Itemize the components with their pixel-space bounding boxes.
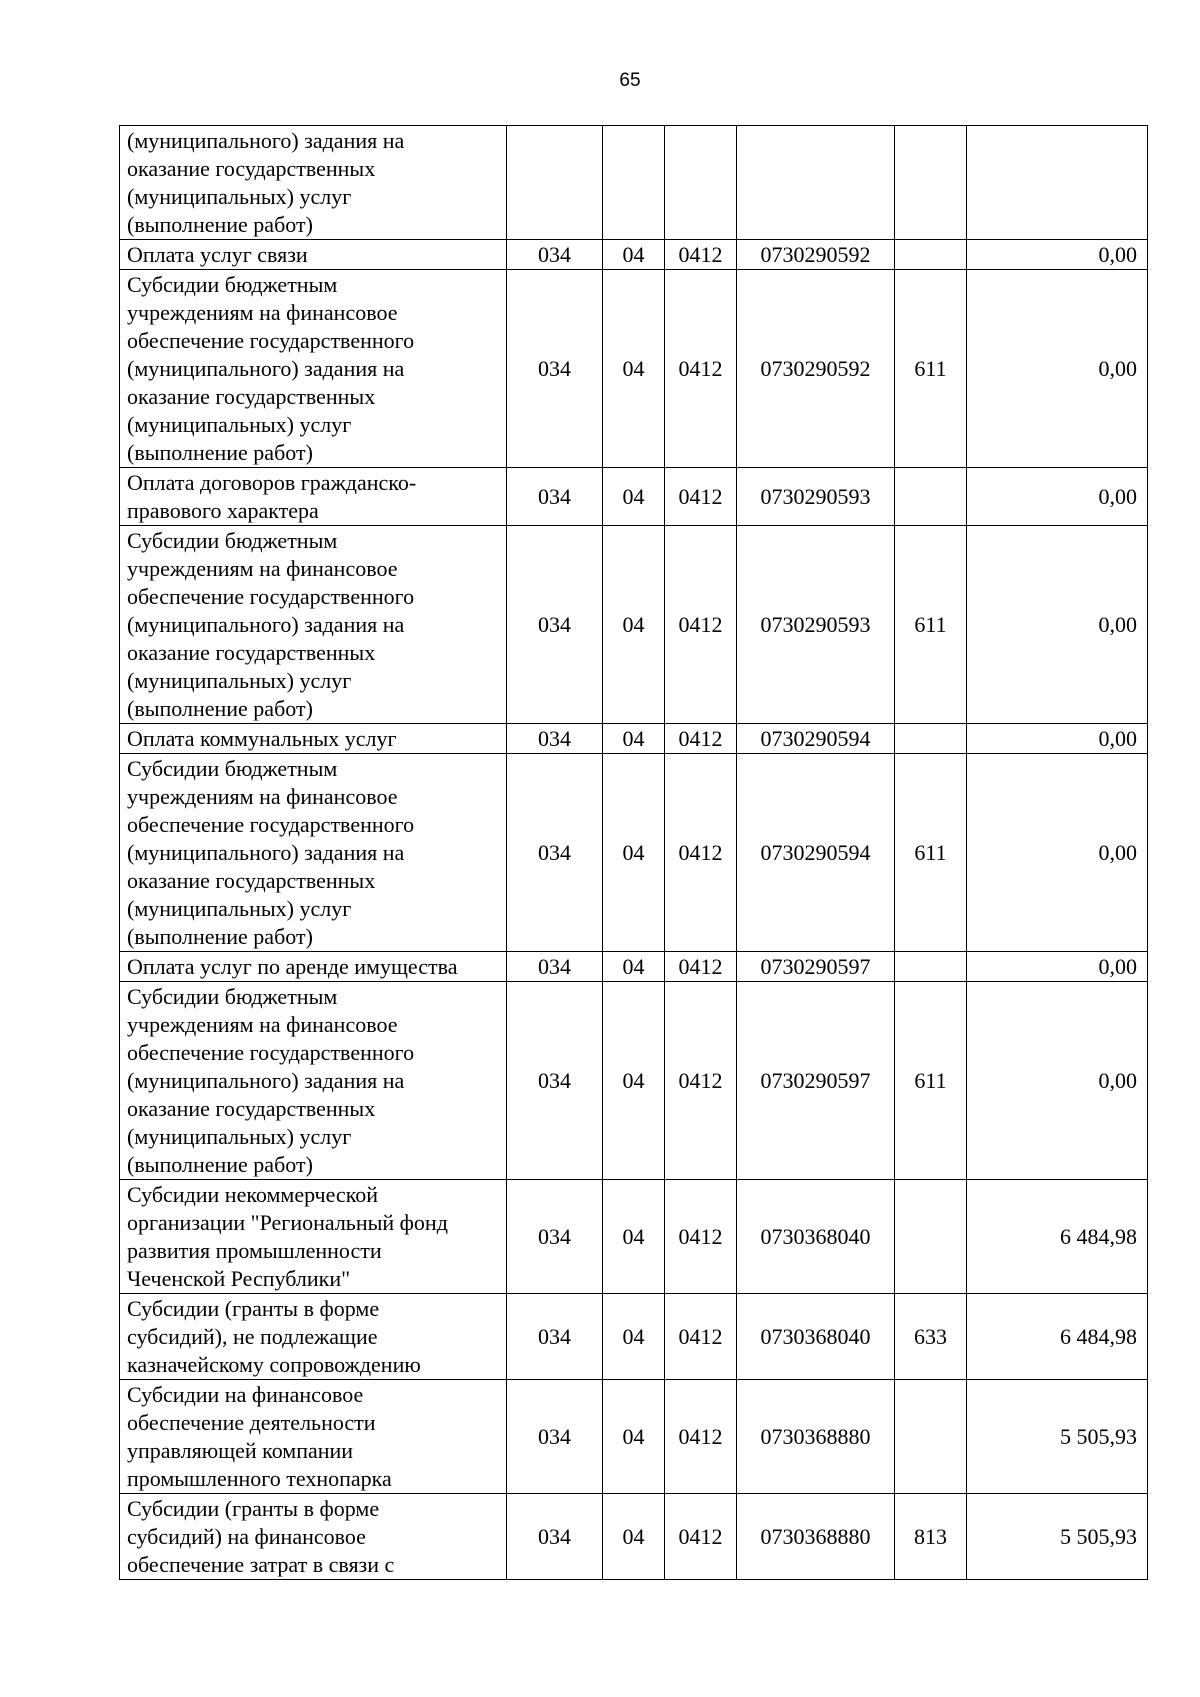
row-subsection: 0412 bbox=[665, 1380, 737, 1494]
row-amount: 0,00 bbox=[967, 270, 1148, 468]
row-expense-type bbox=[895, 240, 967, 270]
table-row bbox=[120, 952, 1148, 982]
table-row bbox=[120, 1294, 1148, 1380]
row-amount bbox=[967, 126, 1148, 240]
row-subsection: 0412 bbox=[665, 982, 737, 1180]
budget-table bbox=[119, 125, 1148, 1580]
row-target-article: 0730368040 bbox=[737, 1294, 895, 1380]
row-subsection: 0412 bbox=[665, 1294, 737, 1380]
row-expense-type: 813 bbox=[895, 1494, 967, 1580]
row-section: 04 bbox=[603, 1380, 665, 1494]
row-name: Субсидии бюджетным учреждениям на финансовое обеспечение государственного (муниципального) задания на оказание государственных (муниципальных) услуг (выполнение работ) bbox=[120, 270, 507, 468]
row-grbs: 034 bbox=[507, 982, 603, 1180]
row-expense-type bbox=[895, 126, 967, 240]
row-subsection: 0412 bbox=[665, 1180, 737, 1294]
table-row bbox=[120, 526, 1148, 724]
row-section: 04 bbox=[603, 1180, 665, 1294]
row-expense-type bbox=[895, 724, 967, 754]
page-number: 65 bbox=[619, 70, 641, 91]
table-row bbox=[120, 982, 1148, 1180]
row-grbs: 034 bbox=[507, 952, 603, 982]
row-name: Субсидии бюджетным учреждениям на финансовое обеспечение государственного (муниципального) задания на оказание государственных (муниципальных) услуг (выполнение работ) bbox=[120, 982, 507, 1180]
row-target-article: 0730290592 bbox=[737, 270, 895, 468]
table-row bbox=[120, 724, 1148, 754]
row-name: Субсидии некоммерческой организации "Региональный фонд развития промышленности Чеченской Республики" bbox=[120, 1180, 507, 1294]
row-section: 04 bbox=[603, 952, 665, 982]
table-row bbox=[120, 754, 1148, 952]
row-expense-type bbox=[895, 468, 967, 526]
table-row bbox=[120, 1380, 1148, 1494]
row-section: 04 bbox=[603, 724, 665, 754]
row-amount: 0,00 bbox=[967, 754, 1148, 952]
row-amount: 0,00 bbox=[967, 952, 1148, 982]
row-name: Оплата договоров гражданско- правового характера bbox=[120, 468, 507, 526]
row-grbs: 034 bbox=[507, 754, 603, 952]
row-section bbox=[603, 126, 665, 240]
table-row bbox=[120, 240, 1148, 270]
row-subsection: 0412 bbox=[665, 270, 737, 468]
row-name: Оплата коммунальных услуг bbox=[120, 724, 507, 754]
row-target-article: 0730290597 bbox=[737, 982, 895, 1180]
row-grbs bbox=[507, 126, 603, 240]
row-target-article: 0730368880 bbox=[737, 1494, 895, 1580]
row-target-article: 0730290594 bbox=[737, 724, 895, 754]
row-subsection: 0412 bbox=[665, 952, 737, 982]
row-subsection: 0412 bbox=[665, 1494, 737, 1580]
row-section: 04 bbox=[603, 270, 665, 468]
row-section: 04 bbox=[603, 754, 665, 952]
row-name: Субсидии на финансовое обеспечение деятельности управляющей компании промышленного технопарка bbox=[120, 1380, 507, 1494]
row-section: 04 bbox=[603, 526, 665, 724]
row-name: Оплата услуг связи bbox=[120, 240, 507, 270]
row-expense-type: 611 bbox=[895, 982, 967, 1180]
row-subsection bbox=[665, 126, 737, 240]
row-amount: 0,00 bbox=[967, 982, 1148, 1180]
row-grbs: 034 bbox=[507, 724, 603, 754]
row-amount: 6 484,98 bbox=[967, 1180, 1148, 1294]
row-section: 04 bbox=[603, 240, 665, 270]
row-name: Субсидии бюджетным учреждениям на финансовое обеспечение государственного (муниципального) задания на оказание государственных (муниципальных) услуг (выполнение работ) bbox=[120, 754, 507, 952]
row-expense-type bbox=[895, 1380, 967, 1494]
row-subsection: 0412 bbox=[665, 724, 737, 754]
row-section: 04 bbox=[603, 1494, 665, 1580]
row-name: Субсидии (гранты в форме субсидий), не подлежащие казначейскому сопровождению bbox=[120, 1294, 507, 1380]
row-amount: 0,00 bbox=[967, 240, 1148, 270]
row-expense-type bbox=[895, 1180, 967, 1294]
table-row bbox=[120, 468, 1148, 526]
row-target-article: 0730290593 bbox=[737, 468, 895, 526]
row-name: Субсидии (гранты в форме субсидий) на финансовое обеспечение затрат в связи с bbox=[120, 1494, 507, 1580]
row-grbs: 034 bbox=[507, 1494, 603, 1580]
row-expense-type: 611 bbox=[895, 526, 967, 724]
table-row bbox=[120, 270, 1148, 468]
row-grbs: 034 bbox=[507, 468, 603, 526]
row-subsection: 0412 bbox=[665, 754, 737, 952]
row-expense-type: 611 bbox=[895, 754, 967, 952]
row-amount: 5 505,93 bbox=[967, 1380, 1148, 1494]
row-grbs: 034 bbox=[507, 526, 603, 724]
row-amount: 6 484,98 bbox=[967, 1294, 1148, 1380]
row-grbs: 034 bbox=[507, 240, 603, 270]
row-subsection: 0412 bbox=[665, 526, 737, 724]
row-subsection: 0412 bbox=[665, 240, 737, 270]
row-subsection: 0412 bbox=[665, 468, 737, 526]
row-name: Оплата услуг по аренде имущества bbox=[120, 952, 507, 982]
row-grbs: 034 bbox=[507, 1294, 603, 1380]
row-amount: 0,00 bbox=[967, 724, 1148, 754]
row-section: 04 bbox=[603, 1294, 665, 1380]
row-expense-type: 611 bbox=[895, 270, 967, 468]
row-expense-type bbox=[895, 952, 967, 982]
row-target-article: 0730368040 bbox=[737, 1180, 895, 1294]
row-amount: 0,00 bbox=[967, 526, 1148, 724]
row-grbs: 034 bbox=[507, 270, 603, 468]
row-target-article: 0730290594 bbox=[737, 754, 895, 952]
row-expense-type: 633 bbox=[895, 1294, 967, 1380]
row-section: 04 bbox=[603, 982, 665, 1180]
table-row bbox=[120, 1180, 1148, 1294]
row-name: Субсидии бюджетным учреждениям на финансовое обеспечение государственного (муниципального) задания на оказание государственных (муниципальных) услуг (выполнение работ) bbox=[120, 526, 507, 724]
row-section: 04 bbox=[603, 468, 665, 526]
row-name: (муниципального) задания на оказание государственных (муниципальных) услуг (выполнение работ) bbox=[120, 126, 507, 240]
row-target-article: 0730290592 bbox=[737, 240, 895, 270]
row-target-article: 0730368880 bbox=[737, 1380, 895, 1494]
row-grbs: 034 bbox=[507, 1180, 603, 1294]
row-amount: 5 505,93 bbox=[967, 1494, 1148, 1580]
row-amount: 0,00 bbox=[967, 468, 1148, 526]
row-target-article: 0730290593 bbox=[737, 526, 895, 724]
table-row bbox=[120, 1494, 1148, 1580]
table-row bbox=[120, 126, 1148, 240]
row-target-article: 0730290597 bbox=[737, 952, 895, 982]
row-target-article bbox=[737, 126, 895, 240]
row-grbs: 034 bbox=[507, 1380, 603, 1494]
